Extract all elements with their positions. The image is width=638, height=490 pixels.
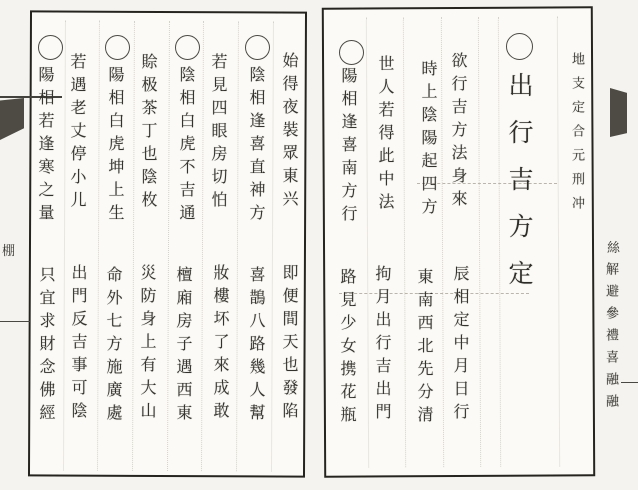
margin-tick-right	[621, 382, 638, 383]
left-margin-label: 棚	[2, 244, 16, 259]
text-column: 辰相定中月日行	[451, 265, 470, 426]
column-separator	[271, 21, 274, 471]
column-marker-circle	[506, 33, 533, 60]
text-column: 若遇老丈停小儿	[68, 53, 87, 214]
text-column: 命外七方施廣處	[104, 266, 123, 427]
column-marker-circle	[38, 35, 63, 60]
text-column: 路見少女携花瓶	[338, 268, 357, 429]
text-column: 欲行吉方法身來	[449, 52, 468, 213]
binding-smudge-right	[610, 88, 627, 137]
text-column: 拘月出行吉出門	[373, 265, 392, 426]
text-column: 世人若得此中法	[376, 55, 395, 216]
text-column: 陰相逢喜直神方	[247, 66, 266, 227]
text-column: 災防身上有大山	[138, 264, 157, 425]
text-column: 陽相逢喜南方行	[339, 67, 358, 228]
column-separator	[97, 21, 100, 471]
text-column: 即便間天也發陷	[280, 264, 299, 425]
text-column: 出門反吉事可陰	[69, 264, 88, 425]
margin-tick-left	[0, 321, 30, 322]
text-column: 東南西北先分清	[415, 268, 434, 429]
text-column: 檀廂房子遇西東	[174, 266, 193, 427]
right-margin-header: 地支定合元刑冲	[569, 52, 584, 220]
column-separator	[478, 17, 481, 467]
column-separator	[201, 21, 204, 471]
text-column: 陽相若逢寒之量	[36, 66, 55, 227]
section-title: 出行吉方定	[505, 72, 534, 307]
text-column: 陽相白虎坤上生	[106, 66, 125, 227]
column-separator	[403, 17, 406, 467]
column-marker-circle	[245, 35, 270, 60]
binding-smudge-left	[0, 98, 24, 140]
right-margin-label: 絲	[607, 241, 621, 256]
column-separator	[366, 17, 369, 467]
text-column: 始得夜裝眾東兴	[280, 52, 299, 213]
column-separator	[441, 17, 444, 467]
column-marker-circle	[175, 35, 200, 60]
column-separator	[132, 21, 135, 471]
text-column: 賒极茶丁也陰枚	[139, 53, 158, 214]
text-column: 陰相白虎不吉通	[177, 66, 196, 227]
text-column: 喜鵲八路幾人幫	[247, 266, 266, 427]
text-column: 只宜求財念佛經	[37, 266, 56, 427]
column-separator	[236, 21, 239, 471]
column-separator	[498, 17, 501, 467]
column-separator	[167, 21, 170, 471]
column-separator	[557, 16, 560, 466]
text-column: 時上陰陽起四方	[419, 60, 438, 221]
text-column: 妝樓坏了來成敢	[211, 264, 230, 425]
column-marker-circle	[339, 40, 364, 65]
column-marker-circle	[105, 35, 130, 60]
text-column: 若見四眼房切怕	[209, 53, 228, 214]
right-margin-note-column: 解避參禮喜融融	[603, 262, 618, 416]
